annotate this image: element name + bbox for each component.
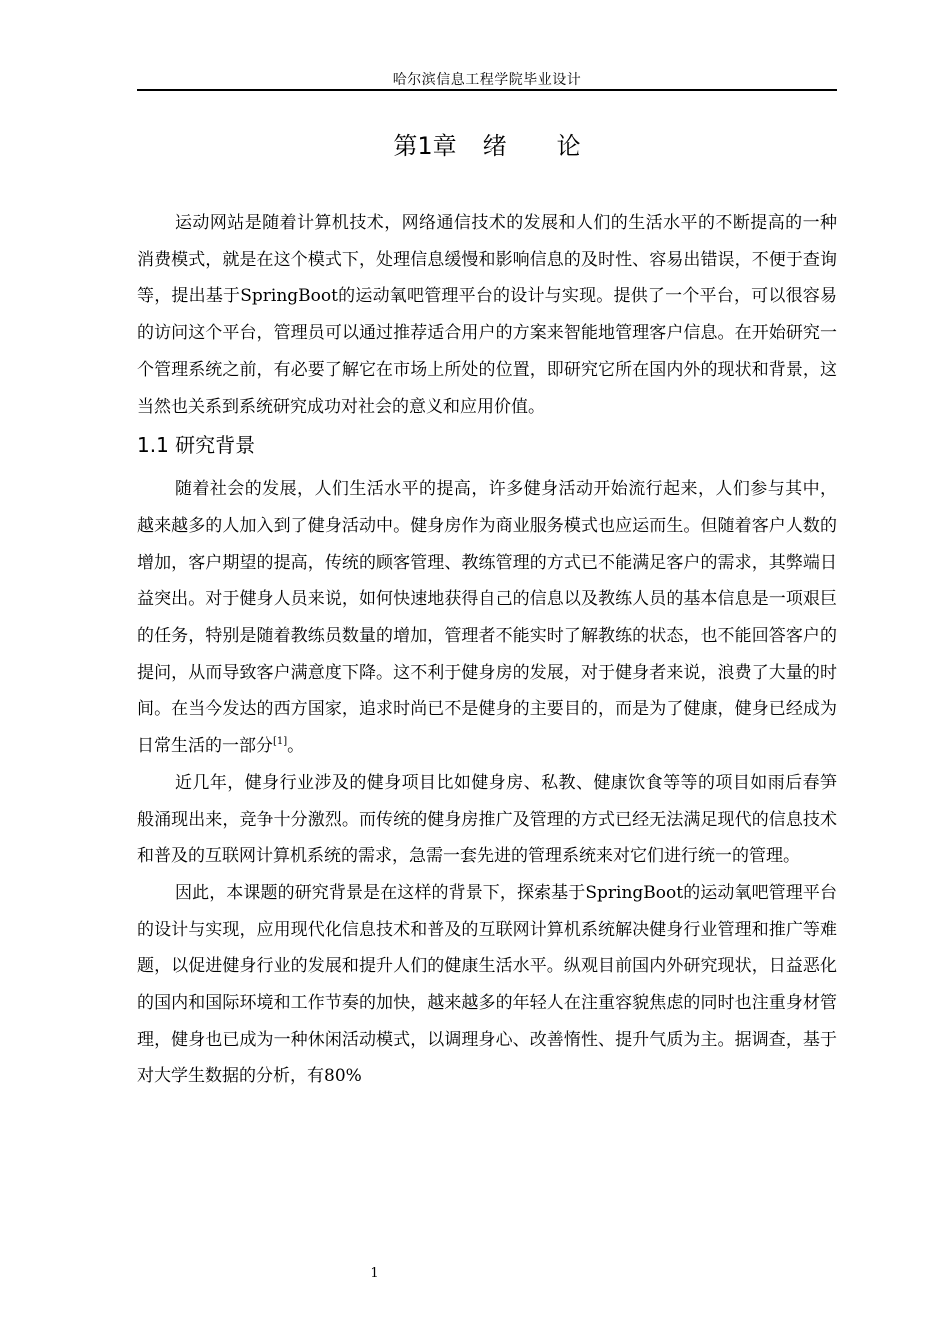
section-paragraph-1-end: 。: [287, 736, 305, 757]
section-heading: 1.1 研究背景: [137, 433, 256, 458]
section-paragraph-2: 近几年，健身行业涉及的健身项目比如健身房、私教、健康饮食等等的项目如雨后春笋般涌现出来，竞争十分激烈。而传统的健身房推广及管理的方式已经无法满足现代的信息技术和普及的互联网计算机系统的需求，急需一套先进的管理系统来对它们进行统一的管理。: [137, 772, 837, 867]
chapter-prefix: 第: [393, 132, 418, 160]
chapter-number: 1: [417, 132, 433, 160]
chapter-unit: 章: [432, 132, 457, 160]
body-text: [137, 205, 837, 1095]
chapter-title: [137, 128, 837, 164]
section-paragraph-3: 因此，本课题的研究背景是在这样的背景下，探索基于SpringBoot的运动氧吧管理平台的设计与实现，应用现代化信息技术和普及的互联网计算机系统解决健身行业管理和推广等难题，以促进健身行业的发展和提升人们的健康生活水平。纵观目前国内外研究现状，日益恶化的国内和国际环境和工作节奏的加快，越来越多的年轻人在注重容貌焦虑的同时也注重身材管理，健身也已成为一种休闲活动模式，以调理身心、改善惰性、提升气质为主。据调查，基于对大学生数据的分析，有80%: [137, 882, 837, 1087]
citation-reference[interactable]: [1]: [273, 736, 288, 748]
chapter-title-char-1: 绪: [482, 132, 507, 160]
header-divider: [137, 89, 837, 91]
page-header: 哈尔滨信息工程学院毕业设计: [392, 72, 582, 88]
section-paragraph-1-text: 随着社会的发展，人们生活水平的提高，许多健身活动开始流行起来，人们参与其中，越来越多的人加入到了健身活动中。健身房作为商业服务模式也应运而生。但随着客户人数的增加，客户期望的提高，传统的顾客管理、教练管理的方式已不能满足客户的需求，其弊端日益突出。对于健身人员来说，如何快速地获得自己的信息以及教练人员的基本信息是一项艰巨的任务，特别是随着教练员数量的增加，管理者不能实时了解教练的状态，也不能回答客户的提问，从而导致客户满意度下降。这不利于健身房的发展，对于健身者来说，浪费了大量的时间。在当今发达的西方国家，追求时尚已不是健身的主要目的，而是为了健康，健身已经成为日常生活的一部分: [137, 479, 837, 757]
section-paragraph-1: [137, 471, 837, 765]
intro-paragraph: 运动网站是随着计算机技术，网络通信技术的发展和人们的生活水平的不断提高的一种消费模式，就是在这个模式下，处理信息缓慢和影响信息的及时性、容易出错误，不便于查询等，提出基于SpringBoot的运动氧吧管理平台的设计与实现。提供了一个平台，可以很容易的访问这个平台，管理员可以通过推荐适合用户的方案来智能地管理客户信息。在开始研究一个管理系统之前，有必要了解它在市场上所处的位置，即研究它所在国内外的现状和背景，这当然也关系到系统研究成功对社会的意义和应用价值。: [137, 213, 837, 417]
page-number: 1: [370, 1266, 379, 1281]
chapter-title-char-2: 论: [556, 132, 581, 160]
